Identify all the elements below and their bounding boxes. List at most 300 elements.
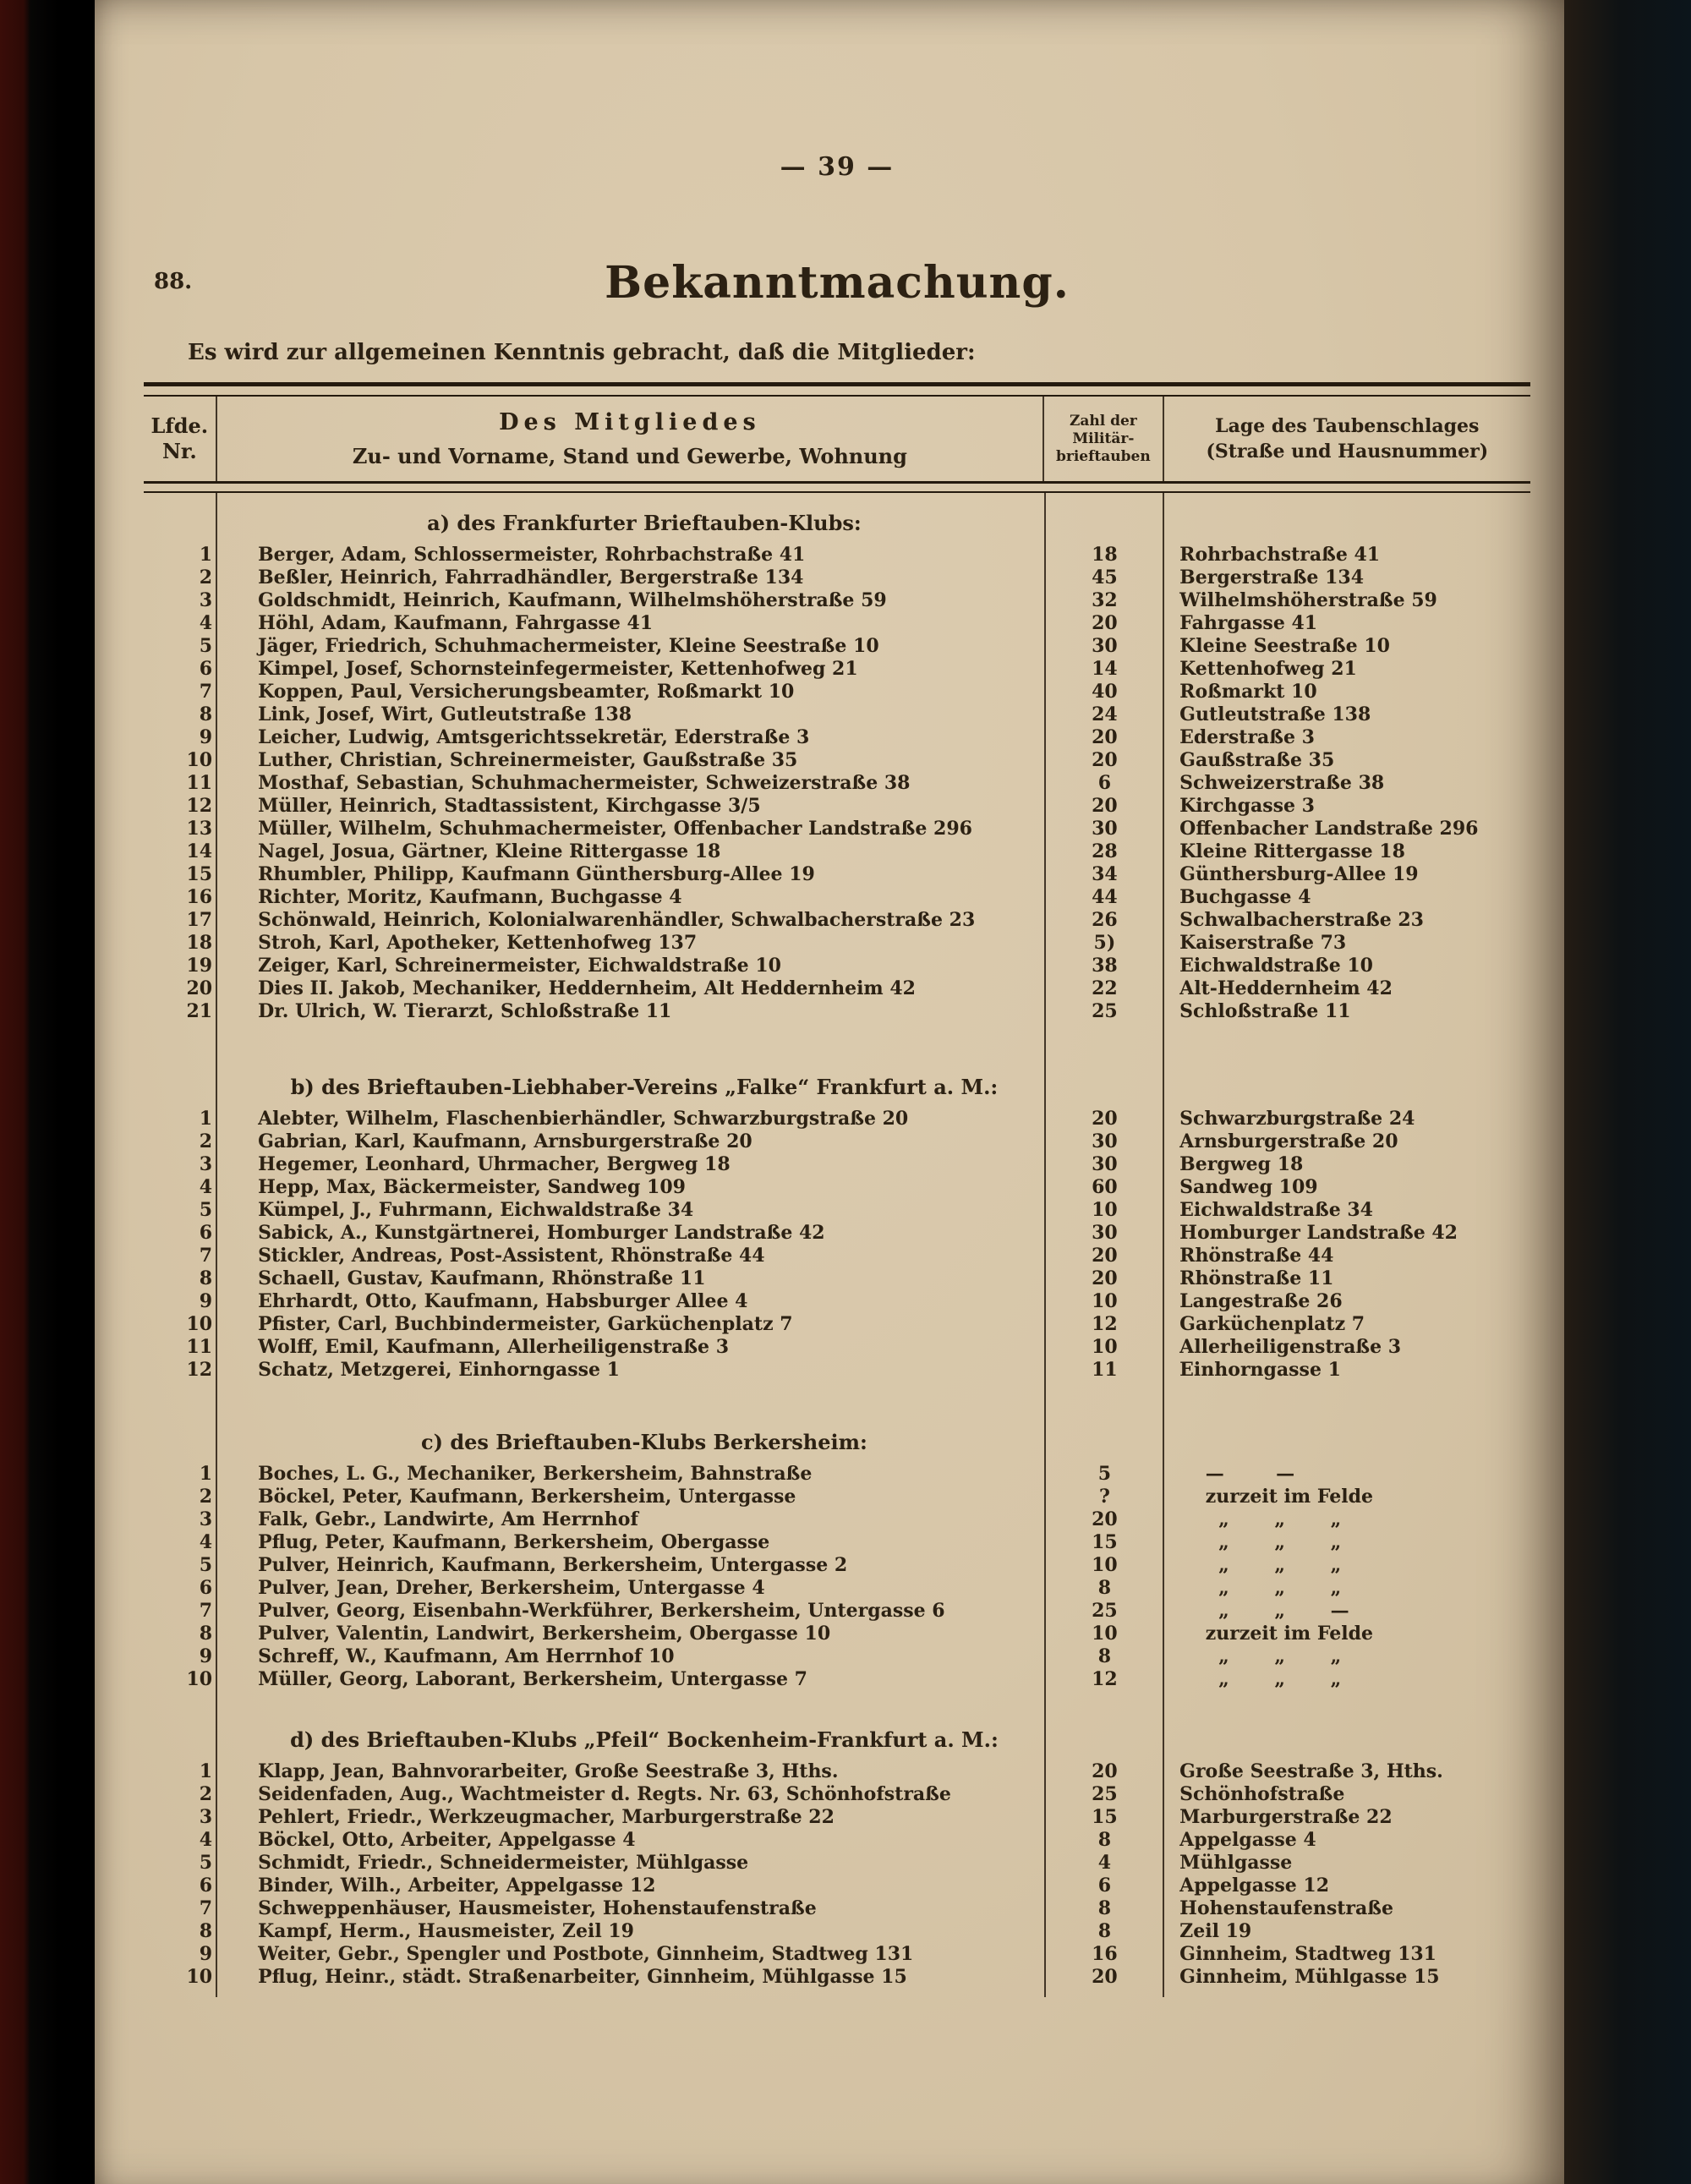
members-table bbox=[144, 382, 1530, 1997]
member-row bbox=[144, 1313, 1530, 1336]
member-row bbox=[144, 1267, 1530, 1290]
member-entry: Weiter, Gebr., Spengler und Postbote, Ginnheim, Stadtweg 131 bbox=[258, 1943, 914, 1965]
member-entry: Böckel, Otto, Arbeiter, Appelgasse 4 bbox=[258, 1829, 636, 1851]
row-number: 11 bbox=[186, 772, 213, 794]
loft-location: Günthersburg-Allee 19 bbox=[1179, 863, 1419, 885]
row-number: 5 bbox=[199, 635, 213, 657]
row-number: 6 bbox=[199, 658, 213, 680]
pigeon-count: 34 bbox=[1092, 863, 1118, 885]
member-entry: Goldschmidt, Heinrich, Kaufmann, Wilhelmshöherstraße 59 bbox=[258, 589, 887, 611]
pigeon-count: 45 bbox=[1092, 567, 1118, 588]
loft-location: Sandweg 109 bbox=[1179, 1176, 1318, 1198]
pigeon-count: 15 bbox=[1092, 1806, 1118, 1828]
pigeon-count: 4 bbox=[1097, 1852, 1112, 1874]
row-number: 17 bbox=[186, 909, 213, 931]
pigeon-count: 10 bbox=[1092, 1199, 1118, 1221]
member-entry: Luther, Christian, Schreinermeister, Gaußstraße 35 bbox=[258, 749, 798, 771]
pigeon-count: 40 bbox=[1092, 681, 1118, 703]
row-number: 16 bbox=[186, 886, 213, 908]
pigeon-count: 18 bbox=[1092, 544, 1118, 566]
member-row bbox=[144, 726, 1530, 749]
pigeon-count: 6 bbox=[1097, 772, 1112, 794]
header-col-count-line3: brieftauben bbox=[1055, 447, 1151, 465]
pigeon-count: 20 bbox=[1092, 726, 1118, 748]
row-number: 9 bbox=[199, 1645, 213, 1667]
member-entry: Gabrian, Karl, Kaufmann, Arnsburgerstraße 20 bbox=[258, 1130, 752, 1152]
member-row bbox=[144, 1668, 1530, 1691]
member-entry: Boches, L. G., Mechaniker, Berkersheim, Bahnstraße bbox=[258, 1463, 813, 1485]
member-entry: Alebter, Wilhelm, Flaschenbierhändler, Schwarzburgstraße 20 bbox=[258, 1108, 909, 1130]
loft-location: Buchgasse 4 bbox=[1179, 886, 1311, 908]
loft-location: Kettenhofweg 21 bbox=[1179, 658, 1357, 680]
pigeon-count: 60 bbox=[1092, 1176, 1118, 1198]
member-row bbox=[144, 1486, 1530, 1508]
member-entry: Sabick, A., Kunstgärtnerei, Homburger Landstraße 42 bbox=[258, 1222, 825, 1244]
row-number: 4 bbox=[199, 1829, 213, 1851]
pigeon-count: 10 bbox=[1092, 1623, 1118, 1645]
member-row bbox=[144, 1806, 1530, 1829]
member-entry: Zeiger, Karl, Schreinermeister, Eichwaldstraße 10 bbox=[258, 955, 781, 977]
pigeon-count: 8 bbox=[1097, 1645, 1112, 1667]
header-col-number-line1: Lfde. bbox=[150, 413, 209, 438]
row-number: 7 bbox=[199, 1245, 213, 1267]
row-number: 2 bbox=[199, 1130, 213, 1152]
row-number: 11 bbox=[186, 1336, 213, 1358]
row-number: 18 bbox=[186, 932, 213, 954]
member-entry: Kümpel, J., Fuhrmann, Eichwaldstraße 34 bbox=[258, 1199, 694, 1221]
loft-location: Appelgasse 4 bbox=[1179, 1829, 1316, 1851]
row-number: 8 bbox=[199, 703, 213, 725]
row-number: 19 bbox=[186, 955, 213, 977]
pigeon-count: 10 bbox=[1092, 1336, 1118, 1358]
section-heading: a) des Frankfurter Brieftauben-Klubs: bbox=[427, 511, 862, 535]
loft-location: Kaiserstraße 73 bbox=[1179, 932, 1347, 954]
member-entry: Mosthaf, Sebastian, Schuhmachermeister, Schweizerstraße 38 bbox=[258, 772, 911, 794]
member-entry: Stroh, Karl, Apotheker, Kettenhofweg 137 bbox=[258, 932, 698, 954]
row-number: 8 bbox=[199, 1623, 213, 1645]
loft-location: Garküchenplatz 7 bbox=[1179, 1313, 1365, 1335]
member-entry: Pulver, Jean, Dreher, Berkersheim, Untergasse 4 bbox=[258, 1577, 765, 1599]
loft-location: Ginnheim, Stadtweg 131 bbox=[1179, 1943, 1437, 1965]
member-row bbox=[144, 977, 1530, 1000]
pigeon-count: 26 bbox=[1092, 909, 1118, 931]
member-row bbox=[144, 635, 1530, 658]
pigeon-count: 12 bbox=[1092, 1313, 1118, 1335]
header-col-number-line2: Nr. bbox=[161, 439, 197, 463]
row-number: 1 bbox=[199, 544, 213, 566]
loft-location: — — bbox=[1179, 1463, 1295, 1485]
section-heading: b) des Brieftauben-Liebhaber-Vereins „Falke“ Frankfurt a. M.: bbox=[290, 1075, 999, 1099]
loft-location: „ „ „ bbox=[1179, 1577, 1342, 1599]
empty-cell bbox=[1043, 1429, 1157, 1458]
member-entry: Pfister, Carl, Buchbindermeister, Garküchenplatz 7 bbox=[258, 1313, 793, 1335]
loft-location: Kleine Seestraße 10 bbox=[1179, 635, 1390, 657]
pigeon-count: 25 bbox=[1092, 1783, 1118, 1805]
pigeon-count: 20 bbox=[1092, 749, 1118, 771]
loft-location: Kleine Rittergasse 18 bbox=[1179, 840, 1405, 862]
empty-cell bbox=[1043, 510, 1157, 539]
pigeon-count: 8 bbox=[1097, 1897, 1112, 1919]
row-number: 4 bbox=[199, 1176, 213, 1198]
member-row bbox=[144, 772, 1530, 795]
member-row bbox=[144, 1600, 1530, 1623]
loft-location: „ „ „ bbox=[1179, 1554, 1342, 1576]
empty-cell bbox=[1157, 1429, 1530, 1458]
member-row bbox=[144, 955, 1530, 977]
pigeon-count: 16 bbox=[1092, 1943, 1118, 1965]
member-entry: Kimpel, Josef, Schornsteinfegermeister, Kettenhofweg 21 bbox=[258, 658, 858, 680]
member-row bbox=[144, 1130, 1530, 1153]
loft-location: Arnsburgerstraße 20 bbox=[1179, 1130, 1398, 1152]
document-paper bbox=[95, 0, 1564, 2184]
column-divider bbox=[1163, 493, 1164, 1997]
member-entry: Pflug, Heinr., städt. Straßenarbeiter, Ginnheim, Mühlgasse 15 bbox=[258, 1966, 907, 1988]
loft-location: Eichwaldstraße 10 bbox=[1179, 955, 1373, 977]
club-section bbox=[144, 1074, 1530, 1382]
member-row bbox=[144, 1222, 1530, 1245]
member-row bbox=[144, 1359, 1530, 1382]
pigeon-count: 30 bbox=[1092, 1153, 1118, 1175]
member-row bbox=[144, 1199, 1530, 1222]
pigeon-count: ? bbox=[1098, 1486, 1110, 1508]
pigeon-count: 20 bbox=[1092, 795, 1118, 817]
loft-location: Zeil 19 bbox=[1179, 1920, 1252, 1942]
member-row bbox=[144, 909, 1530, 932]
pigeon-count: 44 bbox=[1092, 886, 1118, 908]
row-number: 5 bbox=[199, 1199, 213, 1221]
row-number: 14 bbox=[186, 840, 213, 862]
loft-location: Einhorngasse 1 bbox=[1179, 1359, 1341, 1381]
member-row bbox=[144, 1920, 1530, 1943]
row-number: 3 bbox=[199, 1153, 213, 1175]
row-number: 3 bbox=[199, 589, 213, 611]
row-number: 5 bbox=[199, 1554, 213, 1576]
pigeon-count: 5) bbox=[1093, 932, 1116, 954]
empty-cell bbox=[144, 1074, 245, 1103]
member-row bbox=[144, 703, 1530, 726]
member-entry: Müller, Georg, Laborant, Berkersheim, Untergasse 7 bbox=[258, 1668, 807, 1690]
member-entry: Böckel, Peter, Kaufmann, Berkersheim, Untergasse bbox=[258, 1486, 796, 1508]
empty-cell bbox=[144, 1727, 245, 1755]
member-entry: Koppen, Paul, Versicherungsbeamter, Roßmarkt 10 bbox=[258, 681, 795, 703]
member-row bbox=[144, 1760, 1530, 1783]
member-entry: Ehrhardt, Otto, Kaufmann, Habsburger Allee 4 bbox=[258, 1290, 748, 1312]
row-number: 9 bbox=[199, 1943, 213, 1965]
member-row bbox=[144, 567, 1530, 589]
member-entry: Schönwald, Heinrich, Kolonialwarenhändler, Schwalbacherstraße 23 bbox=[258, 909, 976, 931]
pigeon-count: 30 bbox=[1092, 818, 1118, 840]
row-number: 20 bbox=[186, 977, 213, 999]
member-row bbox=[144, 795, 1530, 818]
loft-location: Allerheiligenstraße 3 bbox=[1179, 1336, 1402, 1358]
pigeon-count: 28 bbox=[1092, 840, 1118, 862]
member-row bbox=[144, 1577, 1530, 1600]
loft-location: Rhönstraße 44 bbox=[1179, 1245, 1334, 1267]
member-row bbox=[144, 1508, 1530, 1531]
loft-location: Gaußstraße 35 bbox=[1179, 749, 1335, 771]
member-entry: Binder, Wilh., Arbeiter, Appelgasse 12 bbox=[258, 1875, 656, 1897]
club-section bbox=[144, 510, 1530, 1023]
table-top-rule bbox=[144, 382, 1530, 397]
loft-location: Schönhofstraße bbox=[1179, 1783, 1345, 1805]
page-number: — 39 — bbox=[780, 152, 895, 182]
row-number: 1 bbox=[199, 1108, 213, 1130]
member-row bbox=[144, 932, 1530, 955]
row-number: 7 bbox=[199, 1600, 213, 1622]
loft-location: „ „ „ bbox=[1179, 1668, 1342, 1690]
row-number: 1 bbox=[199, 1463, 213, 1485]
loft-location: Schwalbacherstraße 23 bbox=[1179, 909, 1424, 931]
loft-location: Marburgerstraße 22 bbox=[1179, 1806, 1393, 1828]
member-row bbox=[144, 886, 1530, 909]
document-title: Bekanntmachung. bbox=[605, 257, 1070, 309]
member-row bbox=[144, 1554, 1530, 1577]
section-heading-row bbox=[144, 1429, 1530, 1458]
member-entry: Berger, Adam, Schlossermeister, Rohrbachstraße 41 bbox=[258, 544, 806, 566]
row-number: 4 bbox=[199, 1531, 213, 1553]
table-header-row bbox=[144, 397, 1530, 481]
member-row bbox=[144, 1623, 1530, 1645]
member-entry: Müller, Wilhelm, Schuhmachermeister, Offenbacher Landstraße 296 bbox=[258, 818, 972, 840]
pigeon-count: 38 bbox=[1092, 955, 1118, 977]
row-number: 8 bbox=[199, 1267, 213, 1289]
empty-cell bbox=[1157, 1727, 1530, 1755]
member-row bbox=[144, 1531, 1530, 1554]
header-col-member-title: Des Mitgliedes bbox=[499, 409, 761, 435]
pigeon-count: 14 bbox=[1092, 658, 1118, 680]
member-entry: Falk, Gebr., Landwirte, Am Herrnhof bbox=[258, 1508, 638, 1530]
header-col-member-subtitle: Zu- und Vorname, Stand und Gewerbe, Wohnung bbox=[352, 444, 907, 468]
member-entry: Schreff, W., Kaufmann, Am Herrnhof 10 bbox=[258, 1645, 675, 1667]
pigeon-count: 30 bbox=[1092, 635, 1118, 657]
table-header-rule bbox=[144, 481, 1530, 493]
member-row bbox=[144, 1829, 1530, 1852]
loft-location: Fahrgasse 41 bbox=[1179, 612, 1318, 634]
header-col-location-line2: (Straße und Hausnummer) bbox=[1206, 441, 1489, 463]
member-row bbox=[144, 1852, 1530, 1875]
header-col-location bbox=[1163, 397, 1530, 481]
member-entry: Müller, Heinrich, Stadtassistent, Kirchgasse 3/5 bbox=[258, 795, 761, 817]
pigeon-count: 20 bbox=[1092, 1108, 1118, 1130]
header-col-member bbox=[216, 397, 1043, 481]
member-entry: Beßler, Heinrich, Fahrradhändler, Bergerstraße 134 bbox=[258, 567, 804, 588]
section-heading-row bbox=[144, 1074, 1530, 1103]
table-body bbox=[144, 493, 1530, 1997]
loft-location: Alt-Heddernheim 42 bbox=[1179, 977, 1393, 999]
member-row bbox=[144, 1783, 1530, 1806]
loft-location: Homburger Landstraße 42 bbox=[1179, 1222, 1458, 1244]
member-row bbox=[144, 589, 1530, 612]
pigeon-count: 30 bbox=[1092, 1130, 1118, 1152]
club-section bbox=[144, 1429, 1530, 1691]
member-row bbox=[144, 1897, 1530, 1920]
pigeon-count: 10 bbox=[1092, 1554, 1118, 1576]
member-row bbox=[144, 1245, 1530, 1267]
row-number: 9 bbox=[199, 1290, 213, 1312]
pigeon-count: 20 bbox=[1092, 1267, 1118, 1289]
header-col-location-line1: Lage des Taubenschlages bbox=[1215, 415, 1480, 437]
member-row bbox=[144, 544, 1530, 567]
pigeon-count: 20 bbox=[1092, 612, 1118, 634]
scan-border-left bbox=[0, 0, 95, 2184]
member-entry: Stickler, Andreas, Post-Assistent, Rhönstraße 44 bbox=[258, 1245, 765, 1267]
pigeon-count: 32 bbox=[1092, 589, 1118, 611]
empty-cell bbox=[1043, 1727, 1157, 1755]
row-number: 12 bbox=[186, 1359, 213, 1381]
empty-cell bbox=[1157, 1074, 1530, 1103]
section-heading: c) des Brieftauben-Klubs Berkersheim: bbox=[421, 1430, 867, 1454]
loft-location: Wilhelmshöherstraße 59 bbox=[1179, 589, 1437, 611]
empty-cell bbox=[144, 510, 245, 539]
empty-cell bbox=[1157, 510, 1530, 539]
row-number: 7 bbox=[199, 1897, 213, 1919]
loft-location: zurzeit im Felde bbox=[1179, 1623, 1373, 1645]
row-number: 2 bbox=[199, 567, 213, 588]
pigeon-count: 24 bbox=[1092, 703, 1118, 725]
row-number: 2 bbox=[199, 1486, 213, 1508]
loft-location: Rohrbachstraße 41 bbox=[1179, 544, 1381, 566]
empty-cell bbox=[1043, 1074, 1157, 1103]
member-entry: Richter, Moritz, Kaufmann, Buchgasse 4 bbox=[258, 886, 682, 908]
loft-location: „ „ „ bbox=[1179, 1645, 1342, 1667]
loft-location: Schwarzburgstraße 24 bbox=[1179, 1108, 1415, 1130]
member-entry: Höhl, Adam, Kaufmann, Fahrgasse 41 bbox=[258, 612, 654, 634]
loft-location: „ „ „ bbox=[1179, 1508, 1342, 1530]
member-entry: Dies II. Jakob, Mechaniker, Heddernheim, Alt Heddernheim 42 bbox=[258, 977, 916, 999]
pigeon-count: 6 bbox=[1097, 1875, 1112, 1897]
row-number: 2 bbox=[199, 1783, 213, 1805]
pigeon-count: 25 bbox=[1092, 1600, 1118, 1622]
member-entry: Pulver, Valentin, Landwirt, Berkersheim, Obergasse 10 bbox=[258, 1623, 831, 1645]
row-number: 6 bbox=[199, 1222, 213, 1244]
member-entry: Kampf, Herm., Hausmeister, Zeil 19 bbox=[258, 1920, 634, 1942]
pigeon-count: 20 bbox=[1092, 1245, 1118, 1267]
member-entry: Wolff, Emil, Kaufmann, Allerheiligenstraße 3 bbox=[258, 1336, 730, 1358]
loft-location: Bergerstraße 134 bbox=[1179, 567, 1364, 588]
document-subtitle: Es wird zur allgemeinen Kenntnis gebracht, daß die Mitglieder: bbox=[188, 340, 976, 365]
member-entry: Pehlert, Friedr., Werkzeugmacher, Marburgerstraße 22 bbox=[258, 1806, 835, 1828]
pigeon-count: 5 bbox=[1097, 1463, 1112, 1485]
row-number: 6 bbox=[199, 1875, 213, 1897]
loft-location: Ginnheim, Mühlgasse 15 bbox=[1179, 1966, 1440, 1988]
member-row bbox=[144, 749, 1530, 772]
member-row bbox=[144, 1290, 1530, 1313]
pigeon-count: 8 bbox=[1097, 1577, 1112, 1599]
pigeon-count: 12 bbox=[1092, 1668, 1118, 1690]
loft-location: Rhönstraße 11 bbox=[1179, 1267, 1334, 1289]
member-entry: Rhumbler, Philipp, Kaufmann Günthersburg-Allee 19 bbox=[258, 863, 815, 885]
member-row bbox=[144, 1463, 1530, 1486]
member-row bbox=[144, 818, 1530, 840]
row-number: 3 bbox=[199, 1508, 213, 1530]
row-number: 1 bbox=[199, 1760, 213, 1782]
row-number: 12 bbox=[186, 795, 213, 817]
member-row bbox=[144, 863, 1530, 886]
loft-location: Schweizerstraße 38 bbox=[1179, 772, 1385, 794]
member-entry: Dr. Ulrich, W. Tierarzt, Schloßstraße 11 bbox=[258, 1000, 672, 1022]
row-number: 4 bbox=[199, 612, 213, 634]
member-entry: Seidenfaden, Aug., Wachtmeister d. Regts. Nr. 63, Schönhofstraße bbox=[258, 1783, 951, 1805]
row-number: 3 bbox=[199, 1806, 213, 1828]
member-entry: Schatz, Metzgerei, Einhorngasse 1 bbox=[258, 1359, 620, 1381]
pigeon-count: 15 bbox=[1092, 1531, 1118, 1553]
row-number: 10 bbox=[186, 1966, 213, 1988]
pigeon-count: 22 bbox=[1092, 977, 1118, 999]
loft-location: „ „ — bbox=[1179, 1600, 1349, 1622]
pigeon-count: 10 bbox=[1092, 1290, 1118, 1312]
section-heading-row bbox=[144, 510, 1530, 539]
row-number: 10 bbox=[186, 1313, 213, 1335]
loft-location: Kirchgasse 3 bbox=[1179, 795, 1315, 817]
member-entry: Schmidt, Friedr., Schneidermeister, Mühlgasse bbox=[258, 1852, 749, 1874]
loft-location: Offenbacher Landstraße 296 bbox=[1179, 818, 1479, 840]
pigeon-count: 25 bbox=[1092, 1000, 1118, 1022]
member-row bbox=[144, 658, 1530, 681]
loft-location: Eichwaldstraße 34 bbox=[1179, 1199, 1373, 1221]
member-entry: Pflug, Peter, Kaufmann, Berkersheim, Obergasse bbox=[258, 1531, 770, 1553]
member-entry: Hegemer, Leonhard, Uhrmacher, Bergweg 18 bbox=[258, 1153, 731, 1175]
loft-location: Gutleutstraße 138 bbox=[1179, 703, 1371, 725]
section-heading-row bbox=[144, 1727, 1530, 1755]
row-number: 8 bbox=[199, 1920, 213, 1942]
member-entry: Klapp, Jean, Bahnvorarbeiter, Große Seestraße 3, Hths. bbox=[258, 1760, 839, 1782]
member-entry: Leicher, Ludwig, Amtsgerichtssekretär, Ederstraße 3 bbox=[258, 726, 810, 748]
pigeon-count: 8 bbox=[1097, 1829, 1112, 1851]
member-row bbox=[144, 1966, 1530, 1989]
loft-location: Mühlgasse bbox=[1179, 1852, 1293, 1874]
member-row bbox=[144, 612, 1530, 635]
header-col-count bbox=[1043, 397, 1162, 481]
row-number: 21 bbox=[186, 1000, 213, 1022]
column-divider bbox=[1044, 493, 1046, 1997]
row-number: 10 bbox=[186, 749, 213, 771]
empty-cell bbox=[144, 1429, 245, 1458]
margin-annotation: 88. bbox=[154, 269, 193, 294]
loft-location: Schloßstraße 11 bbox=[1179, 1000, 1351, 1022]
member-entry: Pulver, Georg, Eisenbahn-Werkführer, Berkersheim, Untergasse 6 bbox=[258, 1600, 945, 1622]
loft-location: Langestraße 26 bbox=[1179, 1290, 1343, 1312]
pigeon-count: 20 bbox=[1092, 1760, 1118, 1782]
header-col-number bbox=[144, 397, 216, 481]
pigeon-count: 8 bbox=[1097, 1920, 1112, 1942]
member-row bbox=[144, 681, 1530, 703]
header-col-count-line1: Zahl der bbox=[1069, 412, 1137, 430]
header-col-count-line2: Militär- bbox=[1072, 430, 1135, 447]
member-row bbox=[144, 1000, 1530, 1023]
row-number: 5 bbox=[199, 1852, 213, 1874]
row-number: 7 bbox=[199, 681, 213, 703]
member-entry: Pulver, Heinrich, Kaufmann, Berkersheim, Untergasse 2 bbox=[258, 1554, 848, 1576]
loft-location: Appelgasse 12 bbox=[1179, 1875, 1330, 1897]
pigeon-count: 20 bbox=[1092, 1508, 1118, 1530]
member-entry: Nagel, Josua, Gärtner, Kleine Rittergasse 18 bbox=[258, 840, 721, 862]
pigeon-count: 30 bbox=[1092, 1222, 1118, 1244]
loft-location: „ „ „ bbox=[1179, 1531, 1342, 1553]
member-row bbox=[144, 1875, 1530, 1897]
column-divider bbox=[216, 493, 217, 1997]
member-row bbox=[144, 1108, 1530, 1130]
loft-location: Roßmarkt 10 bbox=[1179, 681, 1317, 703]
member-entry: Link, Josef, Wirt, Gutleutstraße 138 bbox=[258, 703, 632, 725]
row-number: 9 bbox=[199, 726, 213, 748]
pigeon-count: 11 bbox=[1092, 1359, 1118, 1381]
member-row bbox=[144, 1336, 1530, 1359]
section-heading: d) des Brieftauben-Klubs „Pfeil“ Bockenheim-Frankfurt a. M.: bbox=[290, 1727, 999, 1752]
row-number: 6 bbox=[199, 1577, 213, 1599]
member-row bbox=[144, 1153, 1530, 1176]
member-row bbox=[144, 1645, 1530, 1668]
pigeon-count: 20 bbox=[1092, 1966, 1118, 1988]
